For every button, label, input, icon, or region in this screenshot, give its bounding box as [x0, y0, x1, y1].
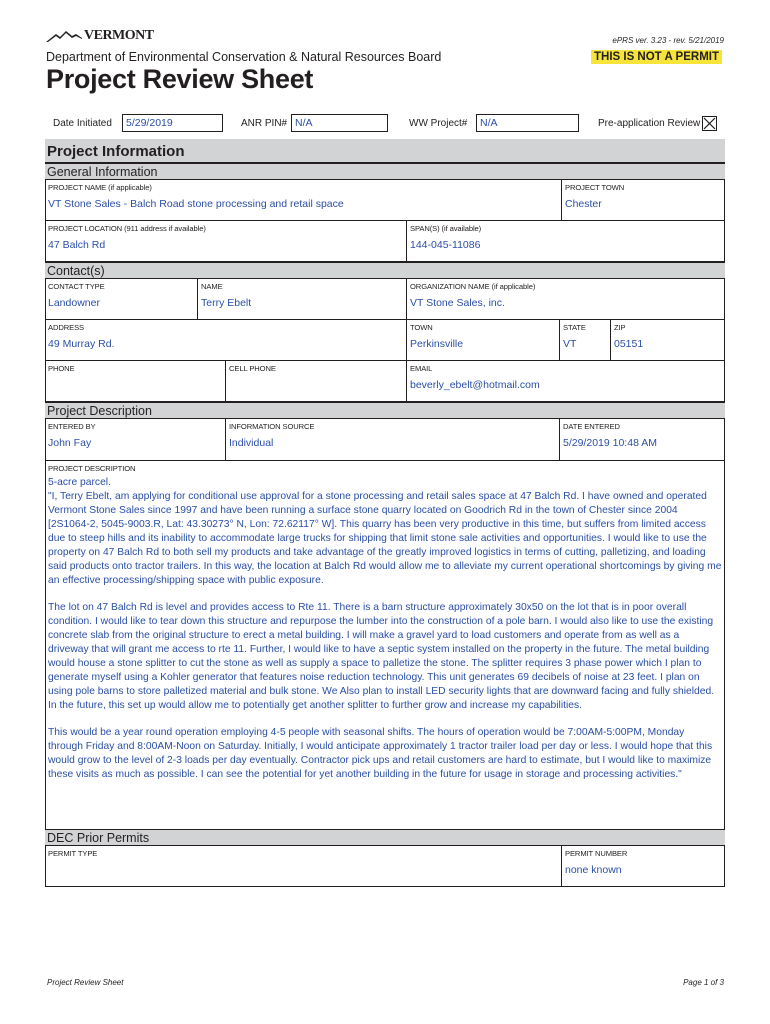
contact-type-label: CONTACT TYPE — [48, 282, 105, 291]
contact-type-value[interactable]: Landowner — [48, 297, 100, 309]
entered-by-label: ENTERED BY — [48, 422, 96, 431]
anr-pin-label: ANR PIN# — [241, 118, 288, 129]
date-initiated-label: Date Initiated — [53, 118, 112, 129]
permit-type-cell — [45, 846, 562, 887]
info-source-value[interactable]: Individual — [229, 437, 274, 449]
project-description-label: PROJECT DESCRIPTION — [48, 464, 136, 473]
phone-label: PHONE — [48, 364, 75, 373]
vermont-logo — [46, 28, 154, 44]
permit-number-cell — [562, 846, 725, 887]
cell-phone-value[interactable] — [226, 373, 406, 379]
footer-page-number: Page 1 of 3 — [683, 978, 724, 987]
ww-project-label: WW Project# — [409, 118, 468, 129]
state-value[interactable]: VT — [563, 338, 577, 350]
email-cell — [407, 361, 725, 402]
department-name: Department of Environmental Conservation & Natural Resources Board — [46, 50, 442, 64]
cell-phone-cell — [226, 361, 407, 402]
ww-project-field[interactable]: N/A — [476, 114, 579, 132]
logo-text: VERMONT — [84, 28, 154, 43]
preapp-review-label: Pre-application Review — [598, 118, 701, 129]
project-name-label: PROJECT NAME (if applicable) — [48, 183, 152, 192]
town-cell — [407, 320, 560, 361]
phone-cell — [45, 361, 226, 402]
mountain-logo-icon — [46, 29, 82, 43]
project-location-value[interactable]: 47 Balch Rd — [48, 239, 106, 251]
description-paragraph: The lot on 47 Balch Rd is level and provides access to Rte 11. There is a barn structure approximately 30x50 on the lot that is in poor overall condition. I would like to tear down this structure and repurpose the lumber into the construction of a pole barn. I would also like to use the existing concrete slab from the original structure to erect a metal building. I will make a gravel yard to load customers and operate from as well as a driveway that will grant me access to rte 11. Further, I would like to have a septic system installed on the property in the future. The metal building would house a stone splitter to cut the stone as well as supply a space to palletize the stone. The splitter requires 3 phase power which I plan to generate myself using a Kohler generator that features noise reduction technology. This unit generates 69 decibels of noise at 23 feet. I plan on using pole barns to store palletized material and bulk stone. We Also plan to install LED security lights that are downward facing and fully shielded. In the future, this set up would allow me to potentially get another splitter to further grow and increase my capabilities. — [48, 602, 715, 711]
checkmark-x-icon — [703, 117, 716, 130]
state-label: STATE — [563, 323, 586, 332]
date-initiated-field[interactable]: 5/29/2019 — [122, 114, 223, 132]
phone-value[interactable] — [45, 373, 225, 379]
dec-prior-permits-header: DEC Prior Permits — [45, 829, 725, 846]
email-label: EMAIL — [410, 364, 433, 373]
zip-cell — [611, 320, 725, 361]
entered-by-value[interactable]: John Fay — [48, 437, 92, 449]
address-cell — [45, 320, 407, 361]
page-title: Project Review Sheet — [46, 64, 314, 94]
date-entered-value[interactable]: 5/29/2019 10:48 AM — [563, 437, 657, 449]
project-town-cell — [562, 180, 725, 221]
project-name-cell — [45, 180, 562, 221]
permit-number-value[interactable]: none known — [565, 864, 622, 876]
span-label: SPAN(S) (if available) — [410, 224, 482, 233]
info-source-label: INFORMATION SOURCE — [229, 422, 315, 431]
info-source-cell — [226, 419, 560, 461]
town-label: TOWN — [410, 323, 433, 332]
project-information-header: Project Information — [45, 139, 725, 163]
cell-phone-label: CELL PHONE — [229, 364, 276, 373]
entered-by-cell — [45, 419, 226, 461]
organization-label: ORGANIZATION NAME (if applicable) — [410, 282, 536, 291]
project-town-value[interactable]: Chester — [565, 198, 602, 210]
general-information-header: General Information — [45, 163, 725, 180]
contact-name-label: NAME — [201, 282, 223, 291]
description-paragraph: "I, Terry Ebelt, am applying for conditional use approval for a stone processing and retail sales space at 47 Balch Rd. I have owned and operated Vermont Stone Sales since 1997 and have been running a surface stone quarry located on Goodrich Rd in the town of Chester since 2004 [2S1064-2, 5045-9003.R, Lat: 43.30273° N, Lon: 72.62117° W]. This quarry has been very productive in this time, but suffers from limited access due to steep hills and its inability to accommodate large trucks for shipping that limit stone sale activities and opportunities. I would like to use the property on 47 Balch Rd to both sell my products and take advantage of the greatly improved logistics in terms of cutting, palletizing, and loading said products onto tractor trailers. In this way, the location at Balch Rd would allow me to alleviate my current operational shortcomings by giving me an effective processing/shipping space with public exposure. — [48, 491, 722, 586]
zip-value[interactable]: 05151 — [614, 338, 644, 350]
date-entered-cell — [560, 419, 725, 461]
project-town-label: PROJECT TOWN — [565, 183, 625, 192]
permit-type-label: PERMIT TYPE — [48, 849, 98, 858]
email-value[interactable]: beverly_ebelt@hotmail.com — [410, 379, 540, 391]
zip-label: ZIP — [614, 323, 626, 332]
project-description-header: Project Description — [45, 402, 725, 419]
not-permit-badge: THIS IS NOT A PERMIT — [591, 50, 722, 64]
description-paragraph: 5-acre parcel. — [48, 477, 111, 488]
anr-pin-field[interactable]: N/A — [291, 114, 388, 132]
contact-name-cell — [198, 279, 407, 320]
organization-value[interactable]: VT Stone Sales, inc. — [410, 297, 505, 309]
state-cell — [560, 320, 611, 361]
contacts-header: Contact(s) — [45, 262, 725, 279]
permit-type-value[interactable] — [45, 858, 561, 864]
project-description-text[interactable] — [48, 476, 722, 782]
town-value[interactable]: Perkinsville — [410, 338, 464, 350]
span-cell — [407, 221, 725, 262]
span-value[interactable]: 144-045-11086 — [410, 239, 481, 251]
address-value[interactable]: 49 Murray Rd. — [48, 338, 115, 350]
project-location-label: PROJECT LOCATION (911 address if available) — [48, 224, 206, 233]
project-location-cell — [45, 221, 407, 262]
preapp-review-checkbox[interactable] — [702, 116, 717, 131]
contact-type-cell — [45, 279, 198, 320]
address-label: ADDRESS — [48, 323, 85, 332]
project-name-value[interactable]: VT Stone Sales - Balch Road stone processing and retail space — [48, 198, 344, 210]
permit-number-label: PERMIT NUMBER — [565, 849, 628, 858]
version-text: ePRS ver. 3.23 - rev. 5/21/2019 — [612, 36, 724, 45]
contact-name-value[interactable]: Terry Ebelt — [201, 297, 252, 309]
organization-cell — [407, 279, 725, 320]
footer-doc-name: Project Review Sheet — [47, 978, 124, 987]
description-paragraph: This would be a year round operation employing 4-5 people with seasonal shifts. The hours of operation would be 7:00AM-5:00PM, Monday through Friday and 8:00AM-Noon on Saturday. Initially, I would anticipate approximately 1 tractor trailer load per day or less. I would hope that this would grow to the level of 2-3 loads per day eventually. Contractor pick ups and retail customers are hard to estimate, but I would like to maximize these visits as much as possible. I can see the potential for yet another building in the future for usage in storage and processing activities." — [48, 727, 713, 780]
date-entered-label: DATE ENTERED — [563, 422, 620, 431]
project-description-cell — [45, 461, 725, 829]
